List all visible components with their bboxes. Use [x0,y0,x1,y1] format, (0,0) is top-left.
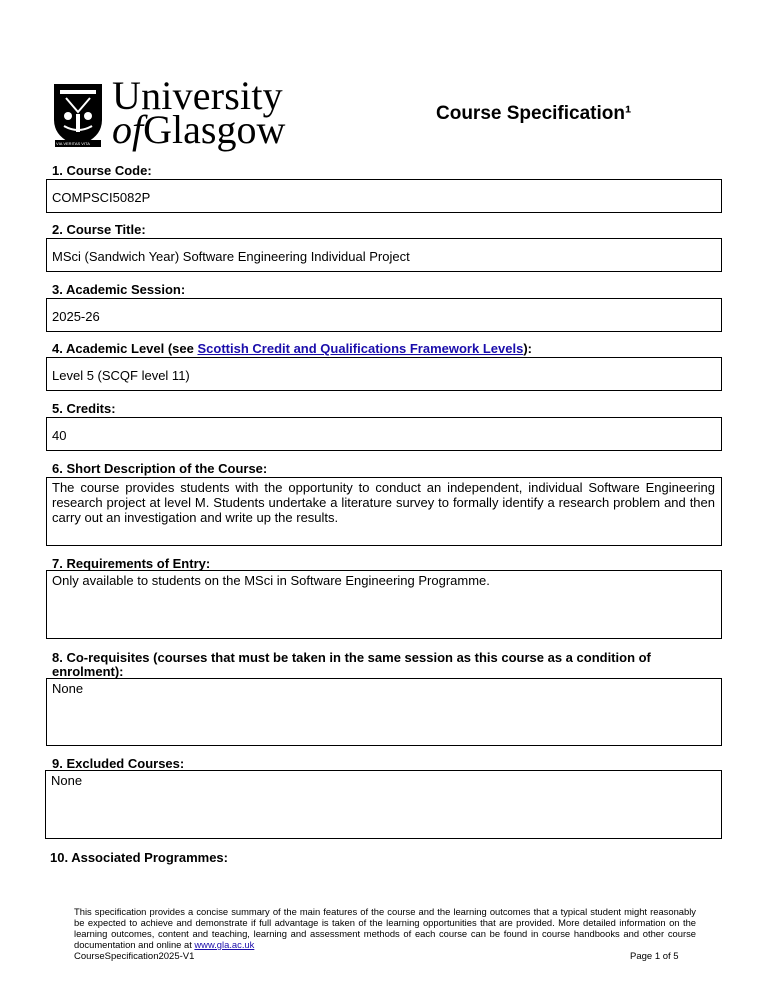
excluded-courses-label: 9. Excluded Courses: [52,756,185,771]
requirements-value: Only available to students on the MSci in Software Engineering Programme. [52,573,490,588]
credits-label: 5. Credits: [52,401,116,416]
academic-session-box [46,298,722,332]
short-description-value: The course provides students with the opportunity to conduct an independent, individual Software Engineering research project at level M. Students undertake a literature survey to formally identify a research problem and then carry out an investigation and write up the results. [52,480,715,525]
short-description-box [46,477,722,546]
academic-session-value: 2025-26 [52,309,100,324]
footnote [74,906,696,950]
footnote-text: This specification provides a concise summary of the main features of the course and the learning outcomes that a typical student might reasonably be expected to achieve and demonstrate if full advantage is taken of the learning opportunities that are provided. More detailed information on the learning outcomes, content and teaching, learning and assessment methods of each course can be found in course handbooks and other course documentation and online at [74,906,696,950]
logo-glasgow [112,107,286,152]
logo-glasgow-word: Glasgow [143,107,286,152]
course-title-box [46,238,722,272]
course-title-value: MSci (Sandwich Year) Software Engineering Individual Project [52,249,410,264]
requirements-box [46,570,722,639]
logo-wordmark [112,73,286,152]
co-requisites-label-line2: enrolment): [52,664,124,679]
academic-session-label: 3. Academic Session: [52,282,186,297]
excluded-courses-value: None [51,773,83,788]
credits-box [46,417,722,451]
page-number: Page 1 of 5 [630,951,679,962]
scqf-levels-link[interactable]: Scottish Credit and Qualifications Framework Levels [197,341,524,356]
course-code-label: 1. Course Code: [52,163,152,178]
academic-level-label-prefix: 4. Academic Level (see [52,341,198,356]
co-requisites-box [46,678,722,746]
requirements-label: 7. Requirements of Entry: [52,556,211,571]
course-code-box [46,179,722,213]
credits-value: 40 [52,428,67,443]
logo-of: of [112,107,144,152]
associated-programmes-label: 10. Associated Programmes: [50,850,228,865]
excluded-courses-box [45,770,722,839]
course-title-label: 2. Course Title: [52,222,146,237]
crest-motto: VIA VERITAS VITA [56,141,90,146]
document-title: Course Specification¹ [436,103,632,124]
document-id: CourseSpecification2025-V1 [74,951,195,962]
crest-icon [52,82,104,148]
co-requisites-label-line1: 8. Co-requisites (courses that must be taken in the same session as this course as a condition of [52,650,651,665]
academic-level-label [52,341,532,356]
academic-level-value: Level 5 (SCQF level 11) [52,368,190,383]
logo-university: University [112,73,283,118]
short-description-label: 6. Short Description of the Course: [52,461,268,476]
academic-level-box [46,357,722,391]
university-logo [52,73,286,152]
academic-level-label-suffix: ): [523,341,532,356]
gla-website-link[interactable]: www.gla.ac.uk [194,939,255,950]
course-code-value: COMPSCI5082P [52,190,151,205]
co-requisites-value: None [52,681,84,696]
